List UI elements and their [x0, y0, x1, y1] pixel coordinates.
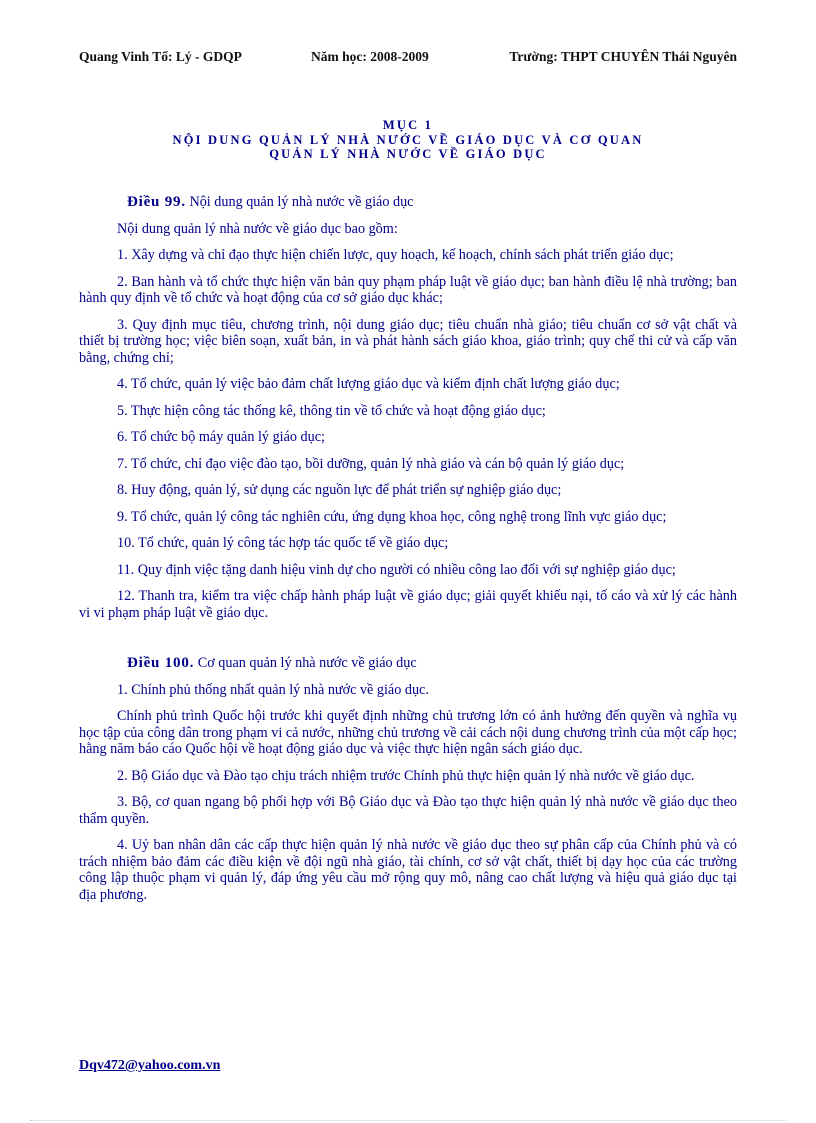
article-99-item-5: 5. Thực hiện công tác thống kê, thông tin về tổ chức và hoạt động giáo dục;: [117, 402, 546, 419]
section-heading: [0, 118, 816, 162]
article-99-item-4: 4. Tổ chức, quản lý việc bảo đảm chất lượng giáo dục và kiểm định chất lượng giáo dục;: [117, 376, 620, 392]
article-99-heading: [79, 194, 737, 211]
article-99-intro: Nội dung quản lý nhà nước về giáo dục bao gồm:: [117, 220, 398, 237]
footer-email-link[interactable]: Dqv472@yahoo.com.vn: [79, 1058, 221, 1073]
footer-divider: [30, 1120, 786, 1121]
article-100-paragraph-1: 1. Chính phủ thống nhất quản lý nhà nước về giáo dục.: [117, 681, 429, 698]
article-99-label: Điều 99.: [127, 194, 186, 210]
header-author: Quang Vinh Tổ: Lý - GDQP: [79, 49, 242, 64]
article-99-item-7: 7. Tổ chức, chỉ đạo việc đào tạo, bồi dưỡng, quản lý nhà giáo và cán bộ quản lý giáo dục;: [117, 455, 625, 472]
article-99-item-12: 12. Thanh tra, kiểm tra việc chấp hành pháp luật về giáo dục; giải quyết khiếu nại, tố cáo và xử lý các hành vi vi phạm pháp luật về giáo dục.: [79, 588, 737, 621]
document-body: [79, 194, 737, 913]
article-99-title: Nội dung quản lý nhà nước về giáo dục: [185, 194, 414, 210]
article-99-item-2: 2. Ban hành và tổ chức thực hiện văn bản quy phạm pháp luật về giáo dục; ban hành điều lệ nhà trường; ban hành quy định về tổ chức và hoạt động của cơ sở giáo dục khác;: [79, 273, 737, 306]
article-99-item-3: 3. Quy định mục tiêu, chương trình, nội dung giáo dục; tiêu chuẩn nhà giáo; tiêu chuẩn cơ sở vật chất và thiết bị trường học; việc biên soạn, xuất bản, in và phát hành sách giáo khoa, giáo trình; quy chế thi cử và cấp văn bằng, chứng chỉ;: [79, 316, 737, 366]
article-100-paragraph-3: 2. Bộ Giáo dục và Đào tạo chịu trách nhiệm trước Chính phủ thực hiện quản lý nhà nước về giáo dục.: [117, 767, 695, 784]
article-99-item-1: 1. Xây dựng và chỉ đạo thực hiện chiến lược, quy hoạch, kế hoạch, chính sách phát triển giáo dục;: [117, 247, 674, 263]
article-99-item-9: 9. Tổ chức, quản lý công tác nghiên cứu, ứng dụng khoa học, công nghệ trong lĩnh vực giáo dục;: [117, 508, 667, 525]
section-title-line-1: NỘI DUNG QUẢN LÝ NHÀ NƯỚC VỀ GIÁO DỤC VÀ CƠ QUAN: [172, 132, 644, 147]
header-school: Trường: THPT CHUYÊN Thái Nguyên: [509, 49, 737, 64]
article-100-paragraph-4: 3. Bộ, cơ quan ngang bộ phối hợp với Bộ Giáo dục và Đào tạo thực hiện quản lý nhà nước về giáo dục theo thẩm quyền.: [79, 794, 737, 827]
article-100-heading: [79, 655, 737, 672]
article-99-item-10: 10. Tổ chức, quản lý công tác hợp tác quốc tế về giáo dục;: [117, 535, 449, 551]
article-99-item-11: 11. Quy định việc tặng danh hiệu vinh dự cho người có nhiều công lao đối với sự nghiệp giáo dục;: [117, 561, 676, 578]
section-title-line-2: QUẢN LÝ NHÀ NƯỚC VỀ GIÁO DỤC: [269, 147, 547, 161]
article-spacer: [79, 631, 737, 655]
article-100-label: Điều 100.: [127, 655, 195, 671]
article-99-item-8: 8. Huy động, quản lý, sử dụng các nguồn lực để phát triển sự nghiệp giáo dục;: [117, 482, 562, 498]
article-100-paragraph-5: 4. Uỷ ban nhân dân các cấp thực hiện quản lý nhà nước về giáo dục theo sự phân cấp của Chính phủ và có trách nhiệm bảo đảm các điều kiện về đội ngũ nhà giáo, tài chính, cơ sở vật chất, thiết bị dạy học của các trường công lập thuộc phạm vi quản lý, đáp ứng yêu cầu mở rộng quy mô, nâng cao chất lượng và hiệu quả giáo dục tại địa phương.: [79, 837, 737, 903]
article-100-title: Cơ quan quản lý nhà nước về giáo dục: [194, 655, 417, 671]
article-99-item-6: 6. Tổ chức bộ máy quản lý giáo dục;: [117, 429, 325, 445]
section-number: MỤC 1: [382, 118, 434, 132]
article-100-paragraph-2: Chính phủ trình Quốc hội trước khi quyết định những chủ trương lớn có ảnh hưởng đến quyền và nghĩa vụ học tập của công dân trong phạm vi cả nước, những chủ trương về cải cách nội dung chương trình của một cấp học; hằng năm báo cáo Quốc hội về hoạt động giáo dục và việc thực hiện ngân sách giáo dục.: [79, 708, 737, 757]
header-school-year: Năm học: 2008-2009: [311, 49, 429, 64]
page-header: [79, 49, 737, 69]
